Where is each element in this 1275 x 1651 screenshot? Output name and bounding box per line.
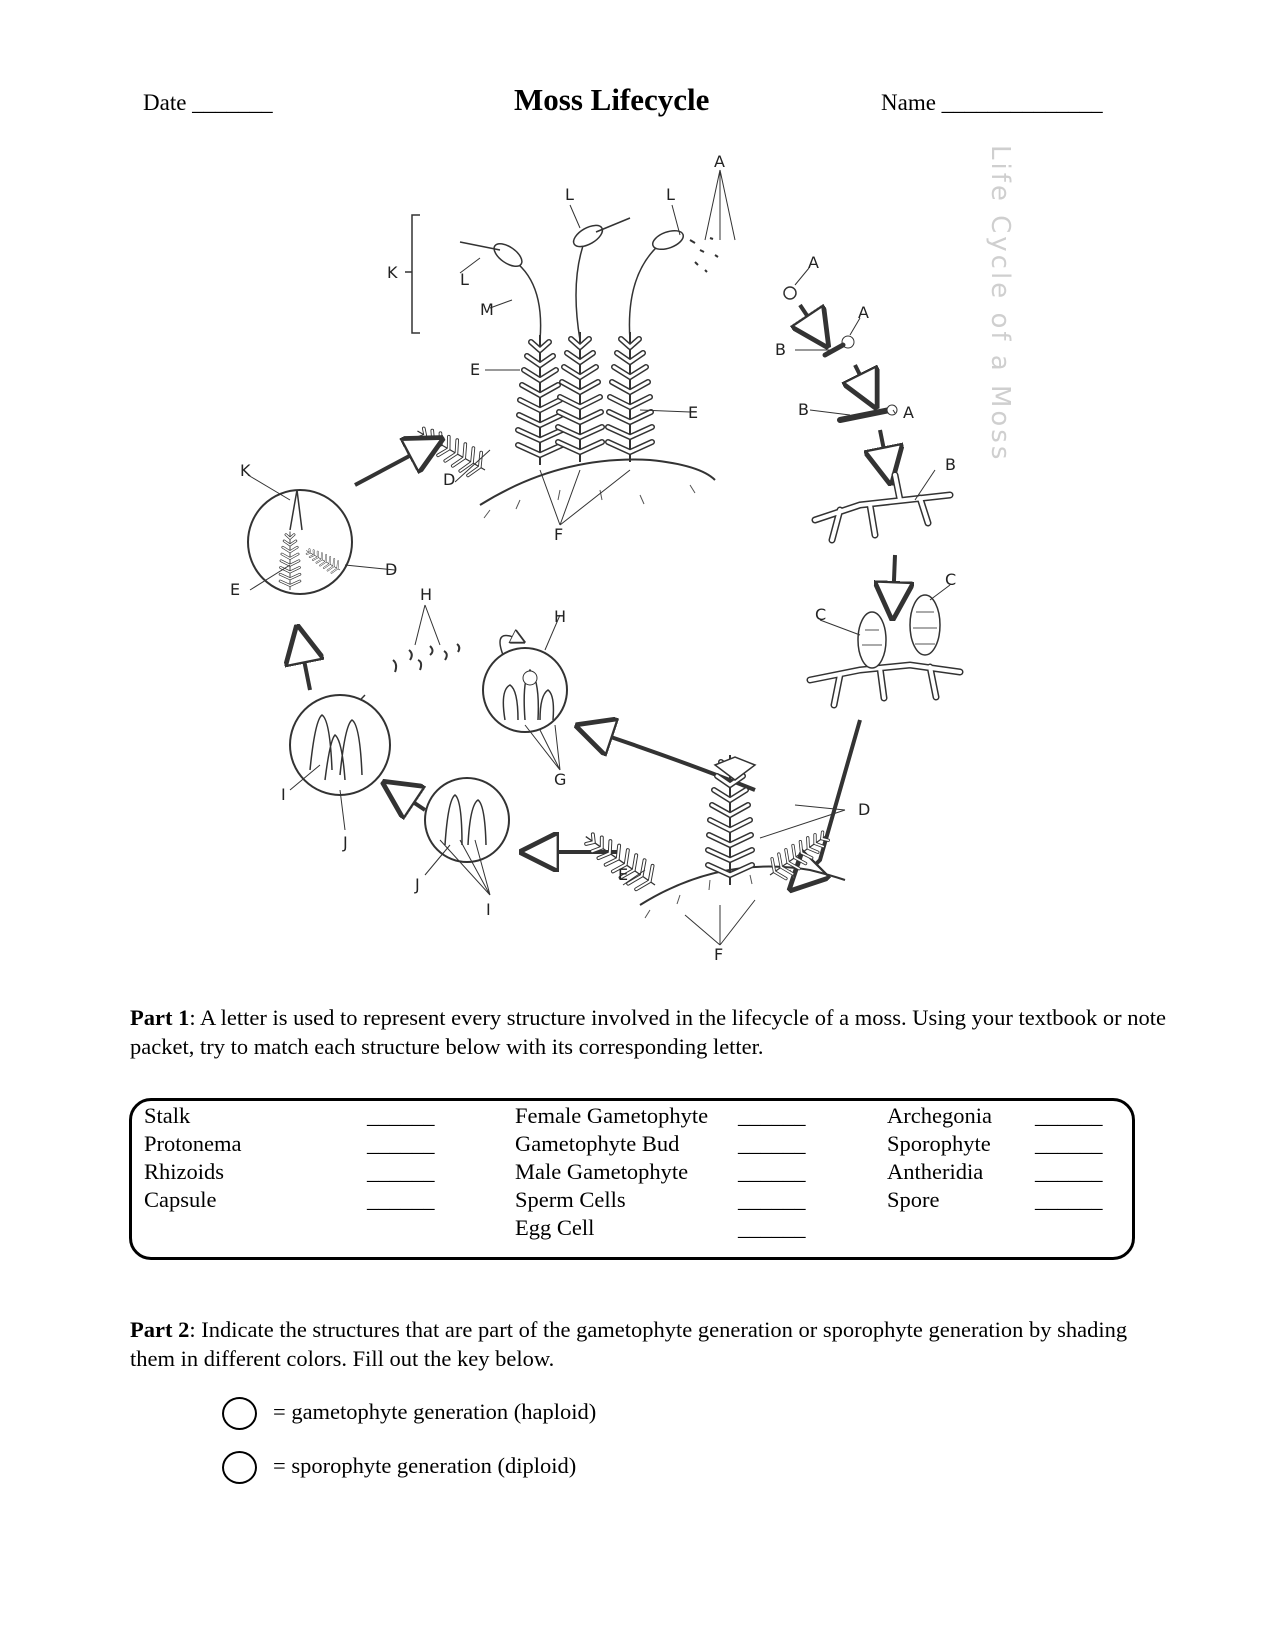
answer-blank[interactable]: ______ [1035, 1131, 1103, 1156]
gametophyte-key-label: = gametophyte generation (haploid) [273, 1399, 597, 1424]
label-a: A [714, 152, 725, 171]
label-i: I [281, 785, 286, 804]
answer-blank[interactable]: ______ [738, 1187, 806, 1212]
arrow-to-mature-plant [355, 445, 430, 485]
part2-heading: Part 2 [130, 1317, 190, 1342]
label-b: B [945, 455, 956, 474]
label-e: E [230, 580, 241, 599]
answer-blank[interactable]: ______ [367, 1159, 435, 1184]
sporophyte-key-label: = sporophyte generation (diploid) [273, 1453, 577, 1478]
term-archegonia: Archegonia [887, 1103, 992, 1128]
gametophyte-color-circle[interactable] [222, 1397, 257, 1430]
label-b: B [775, 340, 786, 359]
label-l: L [666, 185, 675, 204]
part1-heading: Part 1 [130, 1005, 190, 1030]
part1-text: : A letter is used to represent every structure involved in the lifecycle of a moss. Using your textbook or note packet, try to match each structure below with its corresponding letter. [130, 1005, 1166, 1059]
answer-blank[interactable]: ______ [1035, 1159, 1103, 1184]
label-c: C [815, 605, 827, 624]
answer-blank[interactable]: ______ [738, 1159, 806, 1184]
term-spore: Spore [887, 1187, 940, 1212]
label-a: A [858, 303, 869, 322]
answer-blank[interactable]: ______ [738, 1131, 806, 1156]
part2-instructions [130, 1316, 1170, 1373]
gametophyte-plants [578, 755, 845, 918]
label-d: D [858, 800, 871, 819]
part1-instructions [130, 1004, 1170, 1061]
label-k: K [387, 263, 398, 282]
label-d: D [443, 470, 456, 489]
answer-blank[interactable]: ______ [1035, 1103, 1103, 1128]
date-field[interactable]: Date _______ [143, 90, 273, 115]
page-title: Moss Lifecycle [514, 82, 710, 117]
term-gametophyte-bud: Gametophyte Bud [515, 1131, 680, 1156]
answer-blank[interactable]: ______ [1035, 1187, 1103, 1212]
label-a: A [903, 403, 914, 422]
sporophyte-color-circle[interactable] [222, 1451, 257, 1484]
young-sporophyte-circle [248, 490, 352, 594]
answer-blank[interactable]: ______ [738, 1103, 806, 1128]
label-m: M [480, 300, 494, 319]
term-stalk: Stalk [144, 1103, 191, 1128]
sperm-cells [393, 644, 459, 672]
term-sperm-cells: Sperm Cells [515, 1187, 626, 1212]
label-j: J [343, 833, 348, 852]
term-egg-cell: Egg Cell [515, 1215, 595, 1240]
label-f: F [714, 945, 724, 964]
label-d: D [385, 560, 398, 579]
label-g: G [554, 770, 567, 789]
label-h: H [420, 585, 433, 604]
term-sporophyte: Sporophyte [887, 1131, 991, 1156]
label-a: A [808, 253, 819, 272]
name-field[interactable]: Name ______________ [881, 90, 1103, 115]
label-e: E [470, 360, 481, 379]
answer-blank[interactable]: ______ [367, 1103, 435, 1128]
label-f: F [554, 525, 564, 544]
term-capsule: Capsule [144, 1187, 217, 1212]
archegonia-circle [425, 778, 509, 862]
arrow-to-young-sporophyte [300, 640, 310, 690]
answer-blank[interactable]: ______ [738, 1215, 806, 1240]
label-b: B [798, 400, 809, 419]
term-antheridia: Antheridia [887, 1159, 984, 1184]
label-l: L [460, 270, 469, 289]
label-i: I [486, 900, 491, 919]
answer-blank[interactable]: ______ [367, 1131, 435, 1156]
term-female-gametophyte: Female Gametophyte [515, 1103, 709, 1128]
label-e: E [688, 403, 699, 422]
term-rhizoids: Rhizoids [144, 1159, 225, 1184]
label-e: E [618, 865, 629, 884]
answer-blank[interactable]: ______ [367, 1187, 435, 1212]
term-protonema: Protonema [144, 1131, 242, 1156]
label-c: C [945, 570, 957, 589]
label-k: K [240, 461, 251, 480]
label-l: L [565, 185, 574, 204]
label-h: H [554, 607, 567, 626]
term-male-gametophyte: Male Gametophyte [515, 1159, 689, 1184]
diagram-watermark: Life Cycle of a Moss [985, 145, 1015, 463]
label-j: J [415, 875, 420, 894]
part2-text: : Indicate the structures that are part of the gametophyte generation or sporophyte generation by shading them in different colors. Fill out the key below. [130, 1317, 1128, 1371]
arrow-to-fertilization [395, 790, 425, 810]
